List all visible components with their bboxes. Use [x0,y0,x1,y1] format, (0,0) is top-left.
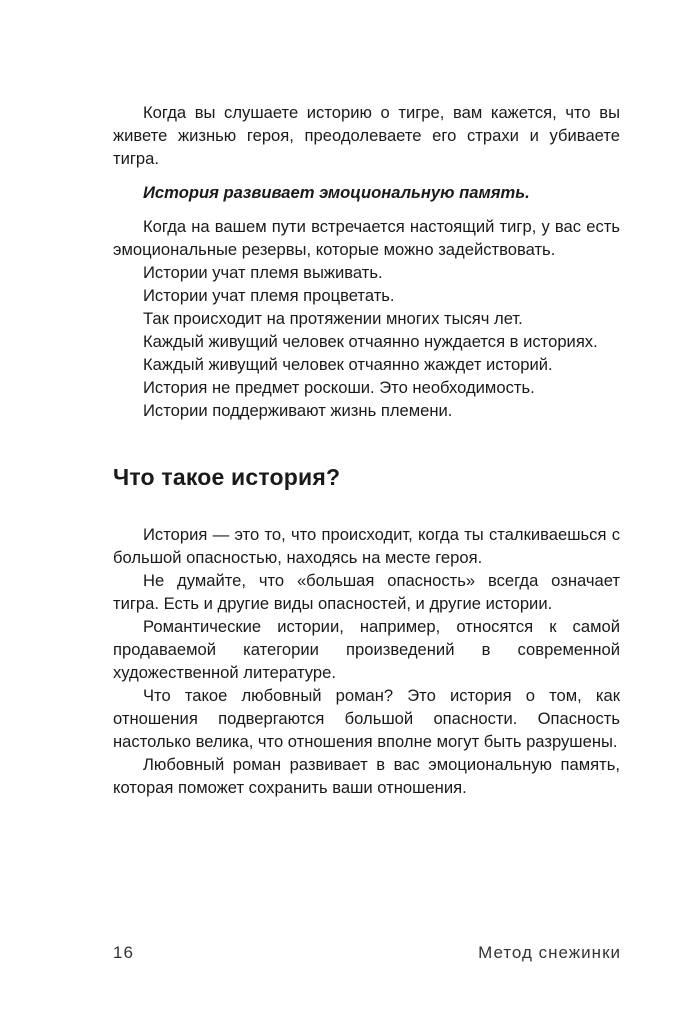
emphasized-paragraph: История развивает эмоциональную память. [143,183,530,202]
paragraph: Когда вы слушаете историю о тигре, вам кажется, что вы живете жизнью героя, преодолеваете его страхи и убиваете тигра. [113,103,620,168]
paragraph: Так происходит на протяжении многих тысяч лет. [143,309,523,328]
paragraph: Не думайте, что «большая опасность» всегда означает тигра. Есть и другие виды опасностей, и другие истории. [113,571,620,613]
running-footer-title: Метод снежинки [478,943,621,962]
page-number: 16 [113,943,134,962]
paragraph: Каждый живущий человек отчаянно жаждет историй. [143,355,553,374]
paragraph: История не предмет роскоши. Это необходимость. [143,378,535,397]
section-heading: Что такое история? [113,464,341,490]
paragraph: История — это то, что происходит, когда ты сталкиваешься с большой опасностью, находясь на месте героя. [113,525,620,567]
paragraph: Когда на вашем пути встречается настоящий тигр, у вас есть эмоциональные резервы, которые можно задействовать. [113,217,620,259]
paragraph: Истории учат племя процветать. [143,286,395,305]
paragraph: Что такое любовный роман? Это история о том, как отношения подвергаются большой опасности. Опасность настолько велика, что отношения вполне могут быть разрушены. [113,686,620,751]
paragraph: Любовный роман развивает в вас эмоциональную память, которая поможет сохранить ваши отношения. [113,755,620,797]
paragraph: Истории поддерживают жизнь племени. [143,401,453,420]
paragraph: Истории учат племя выживать. [143,263,383,282]
paragraph: Романтические истории, например, относятся к самой продаваемой категории произведений в современной художественной литературе. [113,617,620,682]
page-body [113,101,620,799]
paragraph: Каждый живущий человек отчаянно нуждается в историях. [143,332,598,351]
